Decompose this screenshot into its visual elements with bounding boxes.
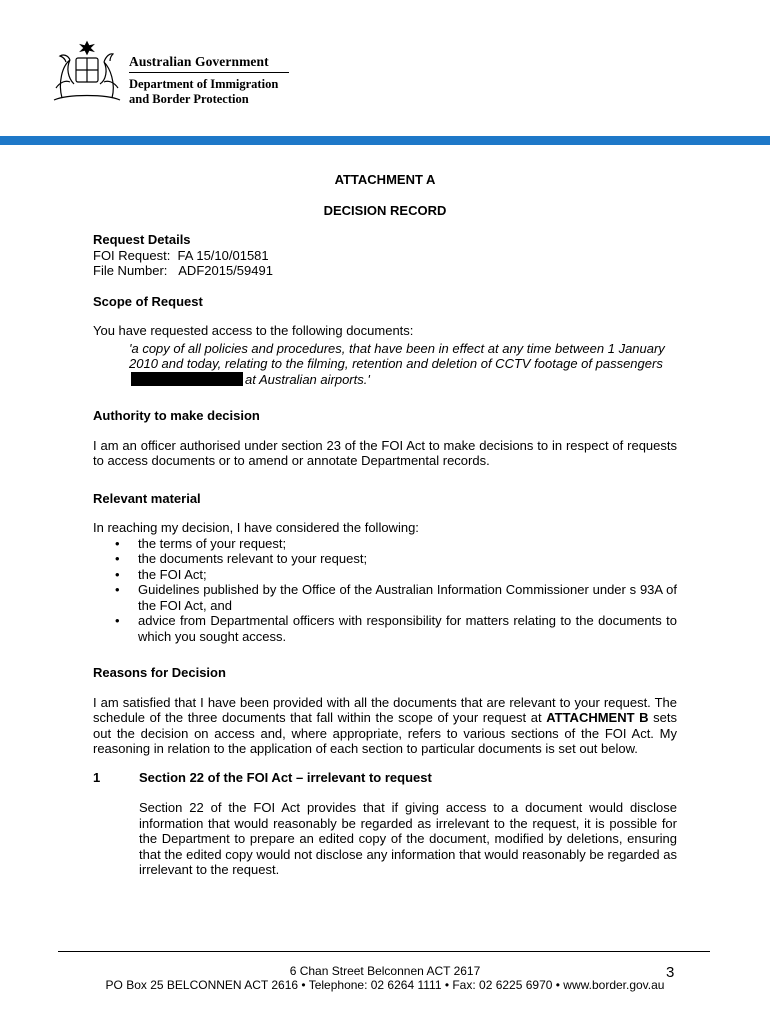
list-item: • the documents relevant to your request;	[138, 551, 677, 567]
government-name: Australian Government	[129, 54, 269, 69]
scope-quote-part-2: at Australian airports.'	[245, 371, 370, 387]
relevant-material-heading: Relevant material	[93, 490, 201, 506]
list-item: • advice from Departmental officers with responsibility for matters relating to the documents to which you sought access.	[138, 613, 677, 644]
reasons-heading: Reasons for Decision	[93, 665, 226, 680]
document-body	[93, 172, 677, 878]
section-1-heading	[93, 770, 677, 786]
foi-request-value: FA 15/10/01581	[177, 247, 269, 263]
letterhead-divider	[129, 72, 289, 73]
file-number-line	[93, 263, 677, 279]
scope-quote	[129, 341, 677, 388]
page-number: 3	[666, 964, 675, 981]
foi-request-line	[93, 248, 677, 264]
department-line-1: Department of Immigration	[129, 77, 279, 91]
redaction-block	[131, 372, 243, 386]
reasons-text	[93, 695, 677, 757]
request-details-heading: Request Details	[93, 232, 191, 247]
scope-quote-part-1: 'a copy of all policies and procedures, that have been in effect at any time between 1 January 2010 and today, relating to the filming, retention and deletion of CCTV footage of passengers	[129, 340, 665, 371]
attachment-heading: ATTACHMENT A	[334, 172, 436, 187]
relevant-material-list	[93, 536, 677, 645]
footer-divider	[58, 951, 710, 952]
foi-request-label: FOI Request:	[93, 247, 171, 263]
reasons-text-before: I am satisfied that I have been provided with all the documents that are relevant to your request. The schedule of the three documents that fall within the scope of your request at	[93, 694, 677, 725]
scope-intro: You have requested access to the following documents:	[93, 323, 414, 338]
footer-address: 6 Chan Street Belconnen ACT 2617	[289, 964, 481, 978]
section-1-text: Section 22 of the FOI Act provides that if giving access to a document would disclose information that would reasonably be regarded as irrelevant to the request, it is possible for the Department to prepare an edited copy of the document, modified by deletions, ensuring that the edited copy would not disclose any information that would reasonably be regarded as irrelevant to the request.	[139, 800, 677, 877]
section-title: Section 22 of the FOI Act – irrelevant to request	[139, 769, 432, 785]
file-number-value: ADF2015/59491	[178, 263, 273, 278]
authority-heading: Authority to make decision	[93, 408, 260, 423]
list-item: • the terms of your request;	[138, 536, 677, 552]
footer-contact: PO Box 25 BELCONNEN ACT 2616 • Telephone: 02 6264 1111 • Fax: 02 6225 6970 • www.border.gov.au	[105, 978, 665, 992]
list-item: • Guidelines published by the Office of the Australian Information Commissioner under s 93A of the FOI Act, and	[138, 582, 677, 613]
section-number: 1	[93, 769, 101, 785]
list-item: • the FOI Act;	[138, 567, 677, 583]
reasons-text-after: sets out the decision on access and, where appropriate, refers to various sections of the FOI Act. My reasoning in relation to the application of each section to particular documents is set out below.	[93, 710, 677, 756]
relevant-material-intro: In reaching my decision, I have considered the following:	[93, 520, 419, 535]
scope-heading: Scope of Request	[93, 293, 203, 309]
coat-of-arms-logo	[48, 38, 126, 108]
authority-text: I am an officer authorised under section 23 of the FOI Act to make decisions to in respect of requests to access documents or to amend or annotate Departmental records.	[93, 437, 677, 468]
file-number-label: File Number:	[93, 263, 168, 278]
header-band	[0, 136, 770, 145]
record-title: DECISION RECORD	[323, 202, 447, 218]
attachment-b-reference: ATTACHMENT B	[546, 710, 649, 725]
department-line-2: and Border Protection	[129, 92, 249, 106]
department-name	[129, 77, 278, 107]
